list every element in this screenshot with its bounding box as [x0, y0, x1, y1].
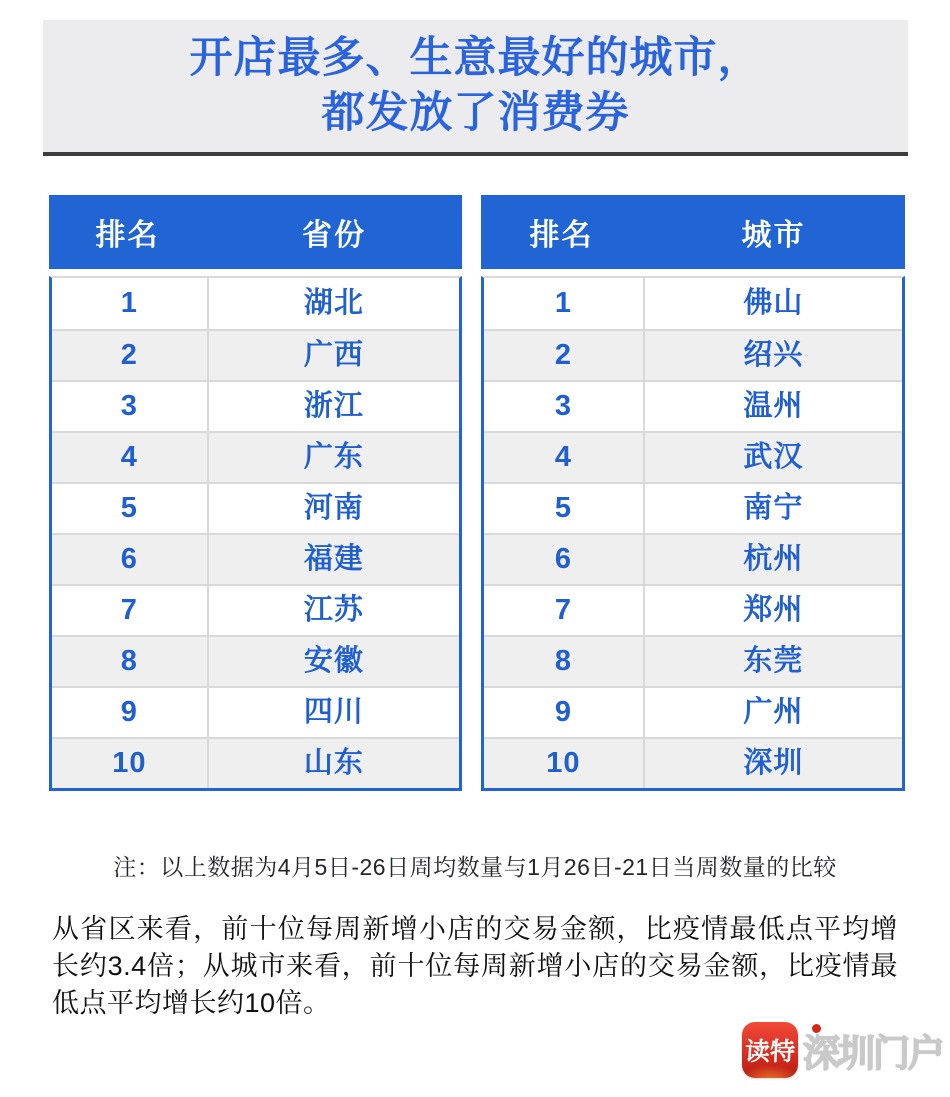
rank-cell: 10 [546, 747, 581, 779]
rank-cell: 4 [120, 441, 138, 473]
rank-cell: 1 [554, 287, 572, 319]
rank-cell: 6 [120, 543, 138, 575]
rank-cell: 9 [120, 696, 138, 728]
table-row [484, 431, 902, 482]
province-column-header: 省份 [301, 219, 366, 252]
province-cell: 河南 [207, 484, 459, 533]
portal-logo-red-dot [812, 1024, 821, 1033]
shenzhen-portal-logo: 深圳门户 [803, 1033, 943, 1074]
rank-cell: 6 [554, 543, 572, 575]
title-banner [43, 20, 908, 156]
city-cell: 郑州 [643, 586, 902, 635]
city-cell: 南宁 [643, 484, 902, 533]
table-row [484, 584, 902, 635]
rank-column-header: 排名 [529, 219, 594, 252]
table-row [52, 584, 459, 635]
province-cell: 广东 [207, 433, 459, 482]
dute-app-name: 读特 [744, 1038, 796, 1066]
city-cell: 广州 [643, 688, 902, 737]
tables-container [49, 195, 905, 791]
page-title-line2: 都发放了消费券 [321, 89, 630, 137]
watermark [742, 1022, 943, 1078]
table-row [484, 329, 902, 380]
province-cell: 广西 [207, 331, 459, 380]
table-row [484, 278, 902, 329]
city-table-header [481, 195, 905, 269]
city-cell: 绍兴 [643, 331, 902, 380]
table-row [484, 686, 902, 737]
page-title-line1: 开店最多、生意最好的城市， [189, 34, 762, 82]
rank-cell: 1 [120, 287, 138, 319]
city-cell: 东莞 [643, 637, 902, 686]
rank-cell: 4 [554, 441, 572, 473]
table-row [484, 737, 902, 788]
rank-cell: 8 [554, 645, 572, 677]
city-cell: 杭州 [643, 535, 902, 584]
province-table-header [49, 195, 462, 269]
province-cell: 江苏 [207, 586, 459, 635]
rank-cell: 9 [554, 696, 572, 728]
city-cell: 深圳 [643, 739, 902, 788]
rank-cell: 7 [120, 594, 138, 626]
table-row [484, 533, 902, 584]
city-cell: 佛山 [643, 278, 902, 329]
province-cell: 安徽 [207, 637, 459, 686]
city-cell: 武汉 [643, 433, 902, 482]
rank-cell: 5 [120, 492, 138, 524]
province-table [49, 195, 462, 791]
table-row [52, 533, 459, 584]
table-row [52, 635, 459, 686]
table-row [484, 482, 902, 533]
city-table-body [481, 276, 905, 791]
rank-cell: 2 [554, 339, 572, 371]
table-row [52, 686, 459, 737]
rank-cell: 3 [554, 390, 572, 422]
table-row [484, 380, 902, 431]
table-row [52, 482, 459, 533]
table-row [52, 278, 459, 329]
province-cell: 四川 [207, 688, 459, 737]
rank-cell: 3 [120, 390, 138, 422]
table-row [484, 635, 902, 686]
city-cell: 温州 [643, 382, 902, 431]
data-note: 注：以上数据为4月5日-26日周均数量与1月26日-21日当周数量的比较 [113, 854, 837, 880]
province-cell: 湖北 [207, 278, 459, 329]
rank-cell: 5 [554, 492, 572, 524]
table-row [52, 737, 459, 788]
summary-paragraph: 从省区来看，前十位每周新增小店的交易金额，比疫情最低点平均增长约3.4倍；从城市来看，前十位每周新增小店的交易金额，比疫情最低点平均增长约10倍。 [52, 914, 898, 1018]
city-table [481, 195, 905, 791]
table-row [52, 329, 459, 380]
table-row [52, 380, 459, 431]
rank-cell: 2 [120, 339, 138, 371]
province-cell: 山东 [207, 739, 459, 788]
city-column-header: 城市 [741, 219, 806, 252]
province-cell: 浙江 [207, 382, 459, 431]
province-table-body [49, 276, 462, 791]
table-row [52, 431, 459, 482]
rank-column-header: 排名 [95, 219, 160, 252]
rank-cell: 10 [112, 747, 147, 779]
province-cell: 福建 [207, 535, 459, 584]
dute-app-logo-icon [742, 1022, 798, 1078]
rank-cell: 8 [120, 645, 138, 677]
rank-cell: 7 [554, 594, 572, 626]
